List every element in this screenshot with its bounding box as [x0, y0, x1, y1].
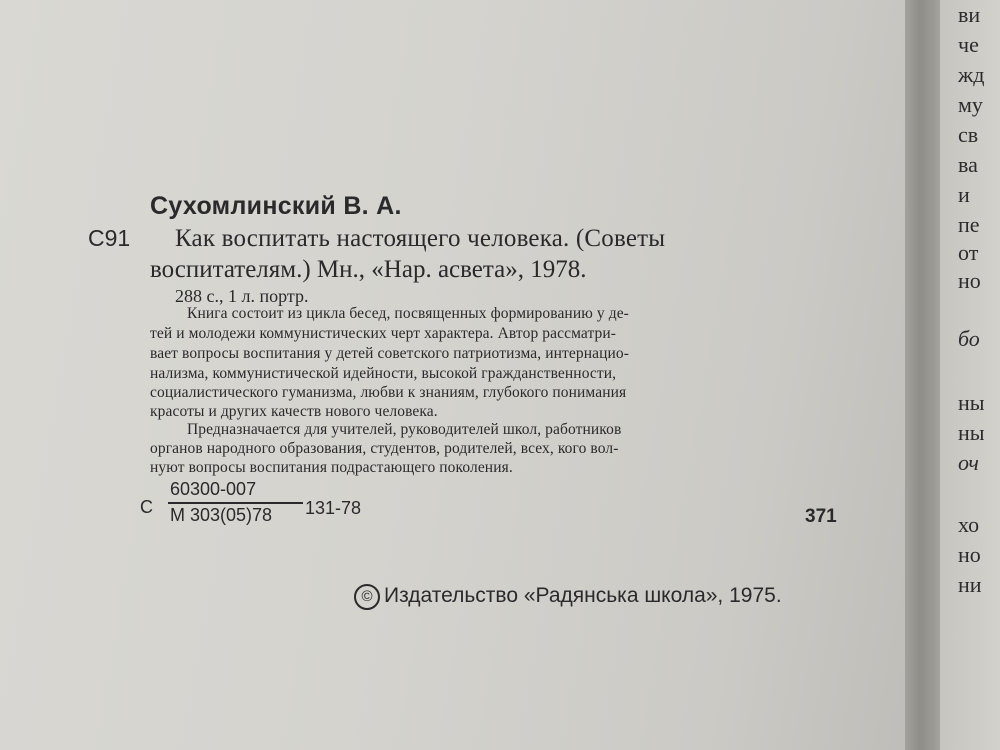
facing-page-fragment: ны: [958, 420, 985, 445]
facing-page-fragment: св: [958, 122, 979, 147]
facing-page-fragment: оч: [958, 450, 979, 475]
facing-page-fragment: ва: [958, 152, 978, 177]
facing-page-fragment: жд: [958, 62, 985, 87]
audience-line: нуют вопросы воспитания подрастающего поколения.: [150, 459, 513, 476]
classification-index: 371: [805, 506, 837, 527]
facing-page-fragment: но: [958, 542, 981, 567]
facing-page-fragment: хо: [958, 512, 980, 537]
bbk-fraction-line: [168, 502, 303, 504]
annotation-line: нализма, коммунистической идейности, высокой гражданственности,: [150, 365, 617, 382]
facing-page-fragment: бо: [958, 326, 980, 351]
annotation-line: тей и молодежи коммунистических черт характера. Автор рассматри-: [150, 325, 617, 342]
bbk-numerator: 60300-007: [170, 479, 257, 499]
page-count: 288 с., 1 л. портр.: [175, 286, 309, 306]
book-title-line-1: Как воспитать настоящего человека. (Советы: [175, 225, 666, 252]
annotation-line: социалистического гуманизма, любви к знаниям, глубокого понимания: [150, 384, 627, 401]
annotation-line: вает вопросы воспитания у детей советского патриотизма, интернацио-: [150, 345, 629, 362]
annotation-line: красоты и других качеств нового человека.: [150, 403, 438, 420]
book-title-line-2: воспитателям.) Мн., «Нар. асвета», 1978.: [150, 256, 587, 283]
facing-page-fragment: ны: [958, 390, 985, 415]
facing-page-fragment: но: [958, 268, 981, 293]
audience-line: Предназначается для учителей, руководителей школ, работников: [187, 421, 622, 438]
facing-page-fragment: пе: [958, 212, 980, 237]
facing-page-fragment: му: [958, 92, 983, 117]
facing-page-fragment: от: [958, 240, 979, 265]
facing-page-fragment: ви: [958, 2, 981, 27]
annotation-line: Книга состоит из цикла бесед, посвященных формированию у де-: [187, 305, 629, 322]
facing-page-fragment: че: [958, 32, 979, 57]
facing-page-fragment: и: [958, 182, 970, 207]
copyright-notice: Издательство «Радянська школа», 1975.: [384, 584, 782, 607]
audience-line: органов народного образования, студентов, родителей, всех, кого вол-: [150, 440, 619, 457]
bbk-letter: С: [140, 497, 153, 517]
facing-page-fragment: ни: [958, 572, 982, 597]
author-name: Сухомлинский В. А.: [150, 192, 402, 220]
bbk-denominator: М 303(05)78: [170, 505, 273, 525]
bbk-suffix: 131-78: [305, 498, 362, 518]
catalog-code: С91: [88, 225, 131, 251]
copyright-icon: ©: [354, 584, 380, 610]
